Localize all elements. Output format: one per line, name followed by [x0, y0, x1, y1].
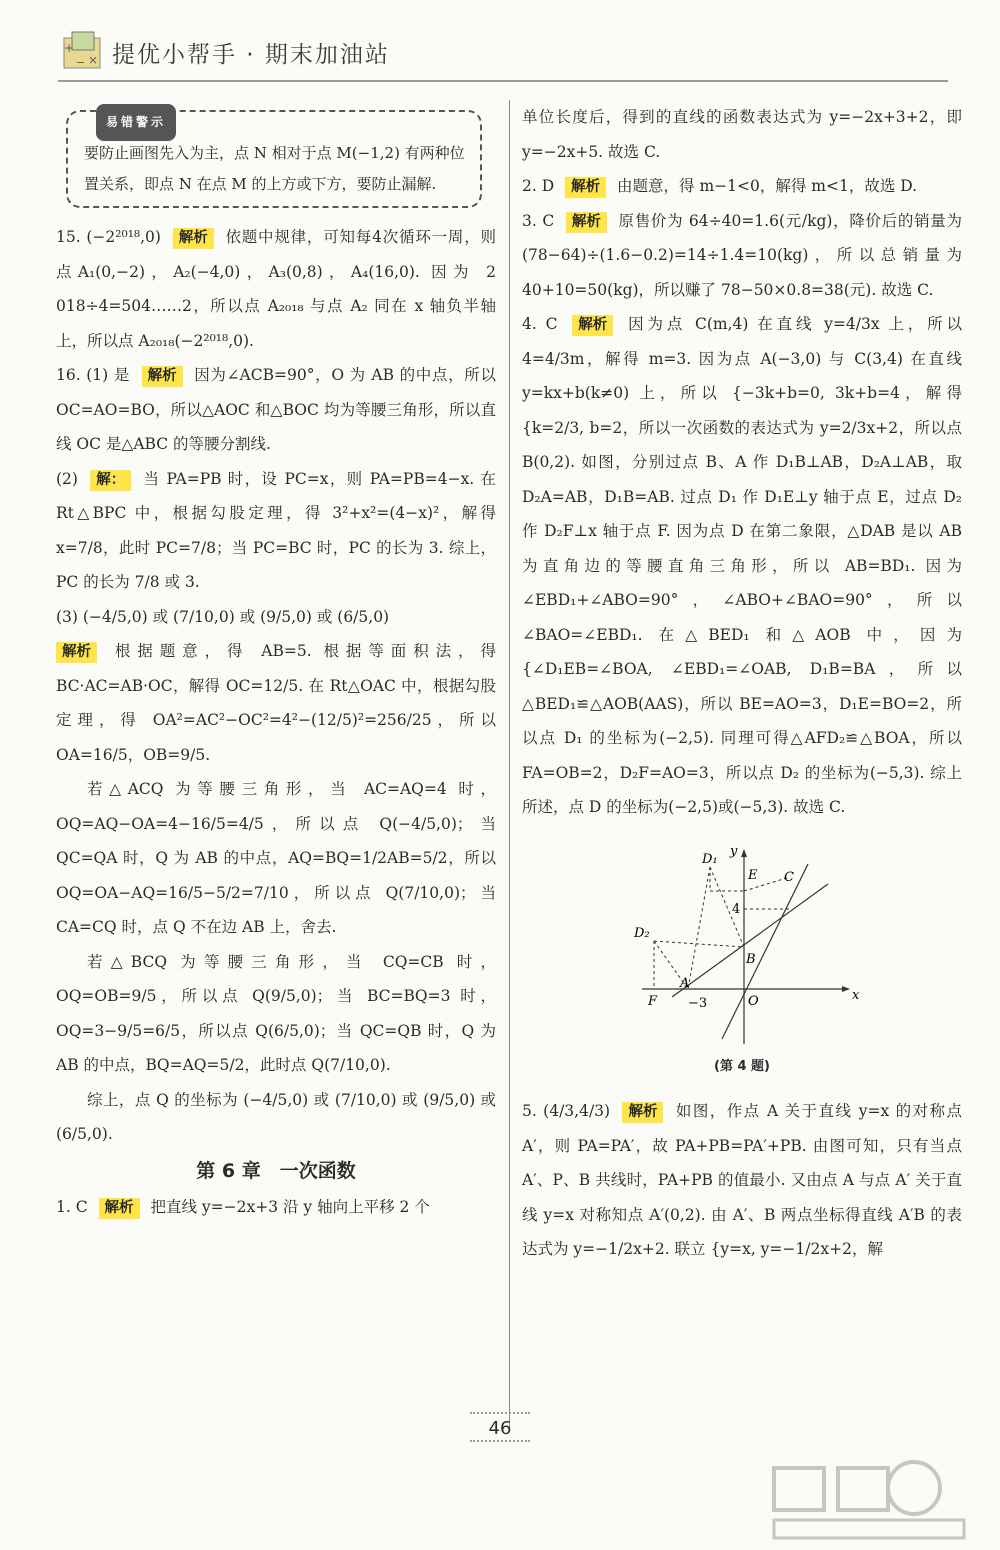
label-x: x: [852, 987, 860, 1003]
header-rule: [58, 80, 948, 82]
answer-ch6-1-cont: 单位长度后，得到的直线的函数表达式为 y=−2x+3+2，即 y=−2x+5. 故选 C.: [522, 108, 962, 161]
label-y: y: [730, 843, 738, 859]
answer-ch6-2-body: 由题意，得 m−1<0，解得 m<1，故选 D.: [617, 177, 918, 195]
label-e: E: [748, 867, 758, 883]
analysis-tag: 解析: [142, 366, 183, 387]
analysis-tag: 解析: [572, 315, 613, 336]
answer-ch6-4: [522, 307, 962, 825]
page-number-decoration-bottom: [470, 1440, 530, 1444]
page-number-decoration-top: [470, 1412, 530, 1416]
label-o: O: [748, 993, 759, 1009]
y-axis-arrow: [741, 849, 747, 857]
svg-text:−: −: [76, 56, 86, 69]
header-title: 提优小帮手 · 期末加油站: [112, 42, 390, 68]
svg-text:+: +: [64, 41, 75, 55]
answer-ch6-3-body: 原售价为 64÷40=1.6(元/kg)，降价后的销量为(78−64)÷(1.6−0.2)=14÷1.4=10(kg)，所以总销量为 40+10=50(kg)，所以赚了 78−50×0.8=38(元). 故选 C.: [522, 211, 962, 299]
answer-16-1-body: 因为∠ACB=90°，O 为 AB 的中点，所以 OC=AO=BO，所以△AOC 和△BOC 均为等腰三角形，所以直线 OC 是△ABC 的等腰分割线.: [56, 366, 496, 453]
analysis-tag: 解析: [99, 1198, 140, 1219]
answer-ch6-5: [522, 1094, 962, 1267]
answer-16-2-head: (2): [56, 469, 78, 488]
dashed-d1-a: [688, 867, 710, 989]
watermark-logo-icon: [764, 1454, 974, 1544]
right-column: [522, 100, 962, 1267]
answer-ch6-4-head: 4. C: [522, 315, 558, 333]
answer-16-2-body: 当 PA=PB 时，设 PC=x，则 PA=PB=4−x. 在 Rt△BPC 中，根据勾股定理，得 3²+x²=(4−x)²，解得 x=7/8，此时 PC=7/8；当 PC=BC 时，PC 的长为 3. 综上，PC 的长为 7/8 或 3.: [56, 469, 496, 591]
warning-note-text: 要防止画图先入为主，点 N 相对于点 M(−1,2) 有两种位置关系，即点 N 在点 M 的上方或下方，要防止漏解.: [84, 144, 465, 193]
column-divider: [509, 100, 510, 1430]
analysis-tag: 解析: [173, 228, 214, 249]
answer-16-1-head: 16. (1) 是: [56, 366, 130, 384]
label-4: 4: [732, 901, 741, 917]
line-ab: [672, 884, 828, 997]
page-number: 46: [488, 1418, 512, 1439]
warning-note-box: [66, 110, 482, 208]
paragraph-acq: 若△ACQ 为等腰三角形，当 AC=AQ=4 时，OQ=AQ−OA=4−16/5=4/5，所以点 Q(−4/5,0)；当 QC=QA 时，Q 为 AB 的中点，AQ=BQ=1/2AB=5/2，所以 OQ=OA−AQ=16/5−5/2=7/10，所以点 Q(7/10,0)；当 CA=CQ 时，点 Q 不在边 AB 上，舍去.: [56, 780, 496, 936]
svg-text:×: ×: [88, 53, 99, 67]
answer-16-3-analysis-body: 根据题意，得 AB=5. 根据等面积法，得 BC·AC=AB·OC，解得 OC=12/5. 在 Rt△OAC 中，根据勾股定理，得 OA²=AC²−OC²=4²−(12/5)²=256/25，所以 OA=16/5，OB=9/5.: [56, 642, 496, 764]
analysis-tag: 解析: [566, 212, 607, 233]
answer-16-2: [56, 462, 496, 600]
label-neg3: −3: [688, 995, 708, 1011]
left-column: [56, 100, 496, 1224]
answer-15: [56, 220, 496, 358]
dashed-d2-b: [654, 941, 744, 947]
label-f: F: [648, 993, 658, 1009]
answer-ch6-4-body: 因为点 C(m,4) 在直线 y=4/3x 上，所以 4=4/3m，解得 m=3. 因为点 A(−3,0) 与 C(3,4) 在直线 y=kx+b(k≠0) 上，所以 {−3k+b=0, 3k+b=4，解得 {k=2/3, b=2，所以一次函数的表达式为 y=2/3x+2，所以点 B(0,2). 如图，分别过点 B、A 作 D₁B⊥AB，D₂A⊥AB，取 D₂A=AB，D₁B=AB. 过点 D₁ 作 D₁E⊥y 轴于点 E，过点 D₂ 作 D₂F⊥x 轴于点 F. 因为点 D 在第二象限，△DAB 是以 AB 为直角边的等腰直角三角形，所以 AB=BD₁. 因为∠EBD₁+∠ABO=90°，∠ABO+∠BAO=90°，所以∠BAO=∠EBD₁. 在△BED₁ 和△AOB 中，因为 {∠D₁EB=∠BOA, ∠EBD₁=∠OAB, D₁B=BA，所以△BED₁≌△AOB(AAS)，所以 BE=AO=3，D₁E=BO=2，所以点 D₁ 的坐标为(−2,5). 同理可得△AFD₂≌△BOA，所以 FA=OB=2，D₂F=AO=3，所以点 D₂ 的坐标为(−5,3). 综上所述，点 D 的坐标为(−2,5)或(−5,3). 故选 C.: [522, 315, 962, 816]
label-d2: D₂: [634, 925, 650, 941]
answer-ch6-5-body: 如图，作点 A 关于直线 y=x 的对称点 A′，则 PA=PA′，故 PA+PB=PA′+PB. 由图可知，只有当点 A′、P、B 共线时，PA+PB 的值最小. 又由点 A 与点 A′ 关于直线 y=x 对称知点 A′(0,2). 由 A′、B 两点坐标得直线 A′B 的表达式为 y=−1/2x+2. 联立 {y=x, y=−1/2x+2，解: [522, 1102, 962, 1258]
analysis-tag: 解析: [565, 177, 606, 198]
figure-caption: (第 4 题): [714, 1059, 770, 1074]
figure-question-4: [522, 839, 962, 1049]
answer-ch6-3: [522, 204, 962, 308]
answer-ch6-2-head: 2. D: [522, 177, 555, 195]
answer-ch6-1: [56, 1190, 496, 1225]
warning-badge: 易错警示: [96, 104, 176, 141]
answer-15-body: 依题中规律，可知每4次循环一周，则点A₁(0,−2)，A₂(−4,0)，A₃(0,8)，A₄(16,0). 因为 2 018÷4=504……2，所以点 A₂₀₁₈ 与点 A₂ 同在 x 轴负半轴上，所以点 A₂₀₁₈(−2²⁰¹⁸,0).: [56, 228, 496, 350]
solution-tag: 解：: [90, 470, 131, 491]
answer-ch6-3-head: 3. C: [522, 211, 555, 230]
analysis-tag: 解析: [56, 642, 97, 663]
paragraph-summary: 综上，点 Q 的坐标为 (−4/5,0) 或 (7/10,0) 或 (9/5,0) 或 (6/5,0).: [56, 1090, 496, 1143]
label-b: B: [746, 951, 756, 967]
header-logo-icon: [58, 28, 108, 74]
answer-16-3-analysis: [56, 634, 496, 772]
answer-ch6-1-head: 1. C: [56, 1197, 88, 1216]
label-a: A: [680, 975, 690, 991]
answer-ch6-1-body: 把直线 y=−2x+3 沿 y 轴向上平移 2 个: [150, 1197, 430, 1216]
paragraph-bcq: 若△BCQ 为等腰三角形，当 CQ=CB 时，OQ=OB=9/5，所以点 Q(9/5,0)；当 BC=BQ=3 时，OQ=3−9/5=6/5，所以点 Q(6/5,0)；当 QC=QB 时，Q 为 AB 的中点，BQ=AQ=5/2，此时点 Q(7/10,0).: [56, 952, 496, 1074]
analysis-tag: 解析: [622, 1102, 663, 1123]
answer-16-1: [56, 358, 496, 462]
chapter-heading: 第 6 章 一次函数: [196, 1159, 356, 1182]
x-axis-arrow: [842, 986, 850, 992]
answer-15-head: 15. (−2²⁰¹⁸,0): [56, 228, 161, 246]
answer-ch6-5-head: 5. (4/3,4/3): [522, 1102, 611, 1120]
label-c: C: [784, 869, 794, 885]
answer-16-3: (3) (−4/5,0) 或 (7/10,0) 或 (9/5,0) 或 (6/5,0): [56, 607, 390, 626]
label-d1: D₁: [702, 851, 718, 867]
answer-ch6-2: [522, 169, 962, 204]
